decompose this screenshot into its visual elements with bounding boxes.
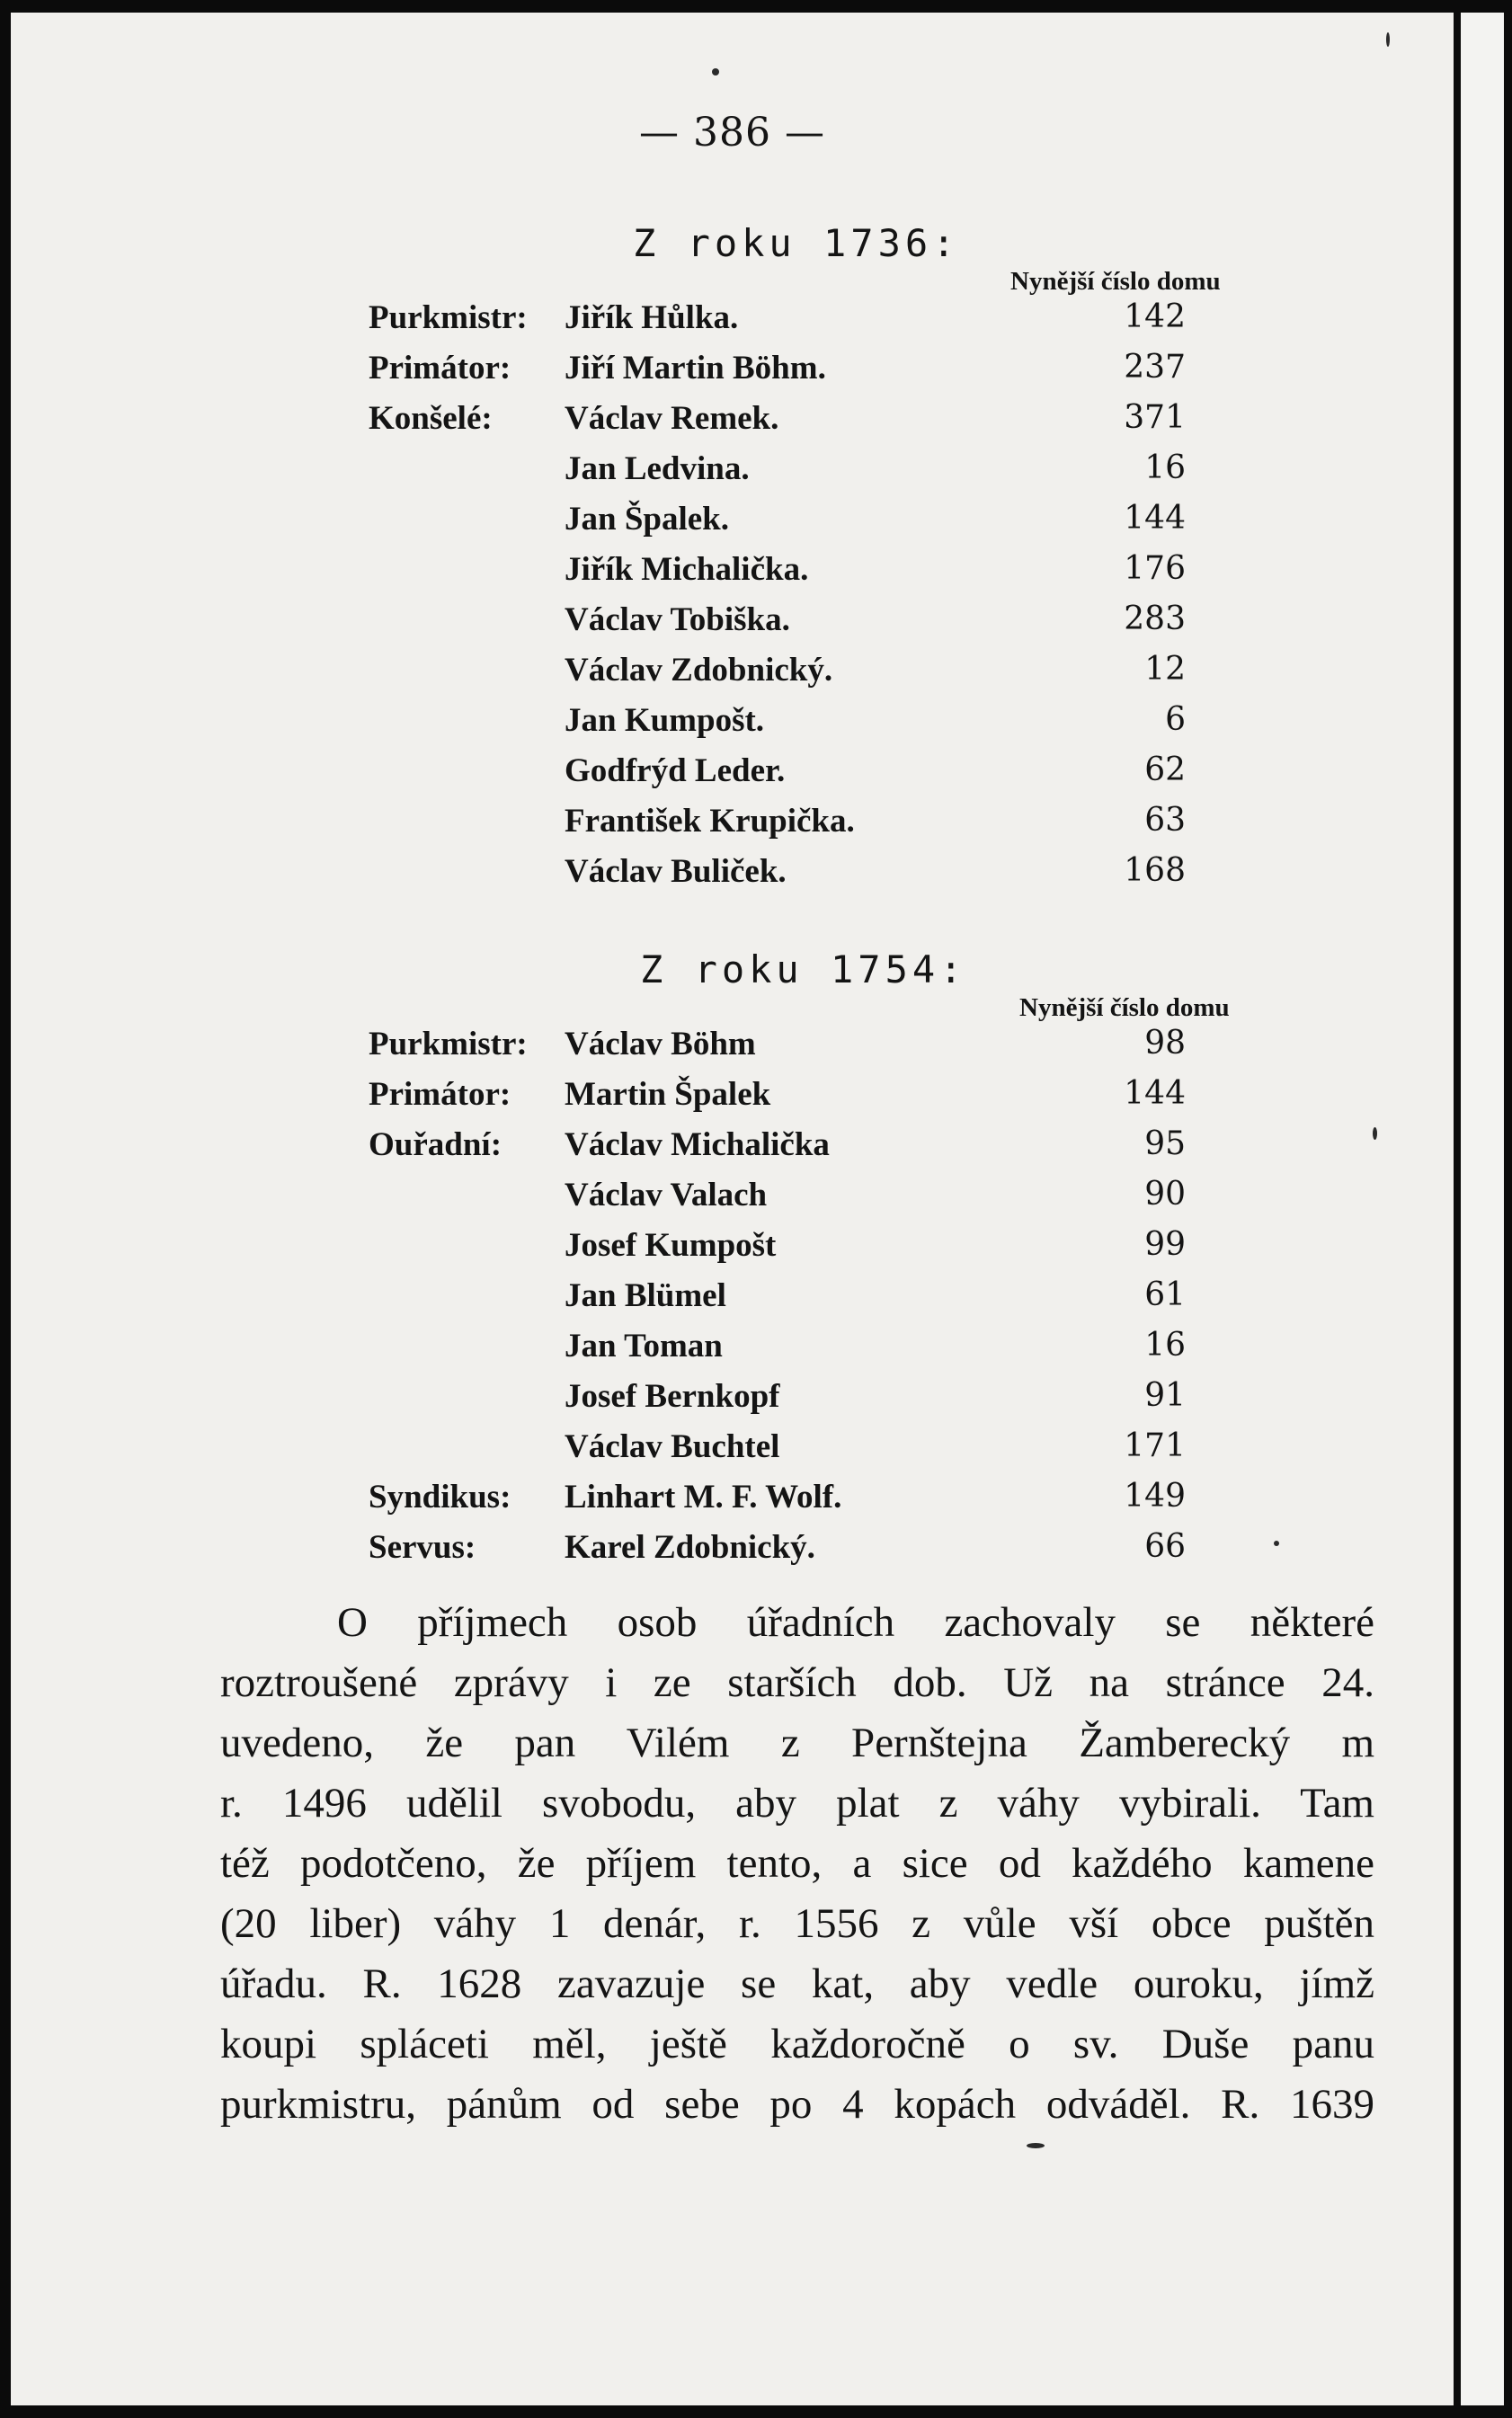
section-title-1736: Z roku 1736: (633, 221, 960, 265)
person-name: Václav Buchtel (565, 1428, 780, 1465)
house-number: 66 (1144, 1528, 1186, 1565)
house-number: 98 (1144, 1025, 1186, 1062)
book-page (11, 13, 1454, 2405)
roster-row (11, 449, 1454, 500)
roster-row (11, 701, 1454, 751)
house-number-header-1754: Nynější číslo domu (1019, 993, 1230, 1022)
person-name: Josef Kumpošt (565, 1227, 777, 1264)
person-name: Jan Ledvina. (565, 450, 750, 487)
person-name: Josef Bernkopf (565, 1378, 780, 1415)
house-number-header-1736: Nynější číslo domu (1010, 267, 1221, 296)
paragraph-line: uvedeno, že pan Vilém z Pernštejna Žamberecký m (220, 1720, 1374, 1766)
roster-row (11, 600, 1454, 651)
paragraph-line: r. 1496 udělil svobodu, aby plat z váhy vybirali. Tam (220, 1780, 1374, 1827)
house-number: 6 (1165, 701, 1186, 738)
house-number: 95 (1144, 1125, 1186, 1162)
roster-row (11, 1276, 1454, 1327)
office-title: Purkmistr: (369, 1026, 528, 1062)
roster-1736 (11, 298, 1454, 902)
office-title: Purkmistr: (369, 299, 528, 336)
person-name: Václav Tobiška. (565, 601, 790, 638)
office-title: Primátor: (369, 1076, 511, 1113)
house-number: 168 (1124, 852, 1186, 889)
office-title: Syndikus: (369, 1479, 511, 1516)
roster-row (11, 1025, 1454, 1075)
house-number: 99 (1144, 1226, 1186, 1263)
paragraph-line: purkmistru, pánům od sebe po 4 kopách odváděl. R. 1639 (220, 2081, 1374, 2128)
house-number: 144 (1124, 1075, 1186, 1112)
scan-border-right (1461, 13, 1504, 2405)
roster-row (11, 1478, 1454, 1528)
page-number: — 386 — (639, 110, 825, 156)
roster-row (11, 1327, 1454, 1377)
roster-1754 (11, 1025, 1454, 1578)
house-number: 12 (1144, 651, 1186, 688)
person-name: Václav Böhm (565, 1026, 756, 1062)
person-name: Godfrýd Leder. (565, 752, 786, 789)
office-title: Primátor: (369, 350, 511, 387)
house-number: 142 (1124, 298, 1186, 335)
person-name: Jan Blümel (565, 1277, 726, 1314)
person-name: Martin Špalek (565, 1076, 771, 1113)
roster-row (11, 1226, 1454, 1276)
house-number: 171 (1124, 1427, 1186, 1464)
house-number: 91 (1144, 1377, 1186, 1414)
office-title: Servus: (369, 1529, 476, 1566)
person-name: Jiří Martin Böhm. (565, 350, 826, 387)
scan-speck (1373, 1127, 1377, 1140)
person-name: František Krupička. (565, 803, 855, 840)
house-number: 63 (1144, 802, 1186, 839)
roster-row (11, 1176, 1454, 1226)
paragraph-line: koupi spláceti měl, ještě každoročně o sv. Duše panu (220, 2021, 1374, 2067)
scan-border-top (0, 0, 1512, 13)
person-name: Václav Buliček. (565, 853, 787, 890)
person-name: Linhart M. F. Wolf. (565, 1479, 842, 1516)
person-name: Jan Toman (565, 1328, 723, 1365)
roster-row (11, 802, 1454, 852)
roster-row (11, 550, 1454, 600)
person-name: Jan Kumpošt. (565, 702, 765, 739)
office-title: Konšelé: (369, 400, 493, 437)
house-number: 176 (1124, 550, 1186, 587)
roster-row (11, 399, 1454, 449)
roster-row (11, 1528, 1454, 1578)
roster-row (11, 1125, 1454, 1176)
house-number: 16 (1144, 449, 1186, 486)
person-name: Jiřík Michalička. (565, 551, 809, 588)
person-name: Václav Michalička (565, 1126, 830, 1163)
roster-row (11, 1075, 1454, 1125)
person-name: Karel Zdobnický. (565, 1529, 815, 1566)
person-name: Václav Valach (565, 1177, 768, 1213)
house-number: 61 (1144, 1276, 1186, 1313)
paragraph-line: roztroušené zprávy i ze starších dob. Už na stránce 24. (220, 1659, 1374, 1706)
scan-speck (1386, 32, 1390, 47)
person-name: Jan Špalek. (565, 501, 730, 538)
paragraph-line: též podotčeno, že příjem tento, a sice od každého kamene (220, 1840, 1374, 1887)
roster-row (11, 298, 1454, 349)
paragraph-line: (20 liber) váhy 1 denár, r. 1556 z vůle vší obce puštěn (220, 1900, 1374, 1947)
roster-row (11, 1377, 1454, 1427)
section-title-1754: Z roku 1754: (640, 947, 967, 991)
roster-row (11, 349, 1454, 399)
paragraph-line: O příjmech osob úřadních zachovaly se některé (337, 1599, 1374, 1646)
house-number: 371 (1124, 399, 1186, 436)
house-number: 283 (1124, 600, 1186, 637)
scan-speck (712, 68, 719, 76)
house-number: 144 (1124, 500, 1186, 537)
roster-row (11, 651, 1454, 701)
person-name: Jiřík Hůlka. (565, 299, 739, 336)
house-number: 62 (1144, 751, 1186, 788)
house-number: 16 (1144, 1327, 1186, 1364)
roster-row (11, 500, 1454, 550)
house-number: 90 (1144, 1176, 1186, 1213)
roster-row (11, 1427, 1454, 1478)
house-number: 237 (1124, 349, 1186, 386)
body-paragraph (220, 1593, 1374, 2135)
person-name: Václav Remek. (565, 400, 779, 437)
scan-speck (1274, 1541, 1279, 1546)
roster-row (11, 852, 1454, 902)
person-name: Václav Zdobnický. (565, 652, 833, 689)
scan-speck (1027, 2143, 1045, 2148)
paragraph-line: úřadu. R. 1628 zavazuje se kat, aby vedle ouroku, jímž (220, 1960, 1374, 2007)
office-title: Ouřadní: (369, 1126, 503, 1163)
roster-row (11, 751, 1454, 802)
house-number: 149 (1124, 1478, 1186, 1515)
